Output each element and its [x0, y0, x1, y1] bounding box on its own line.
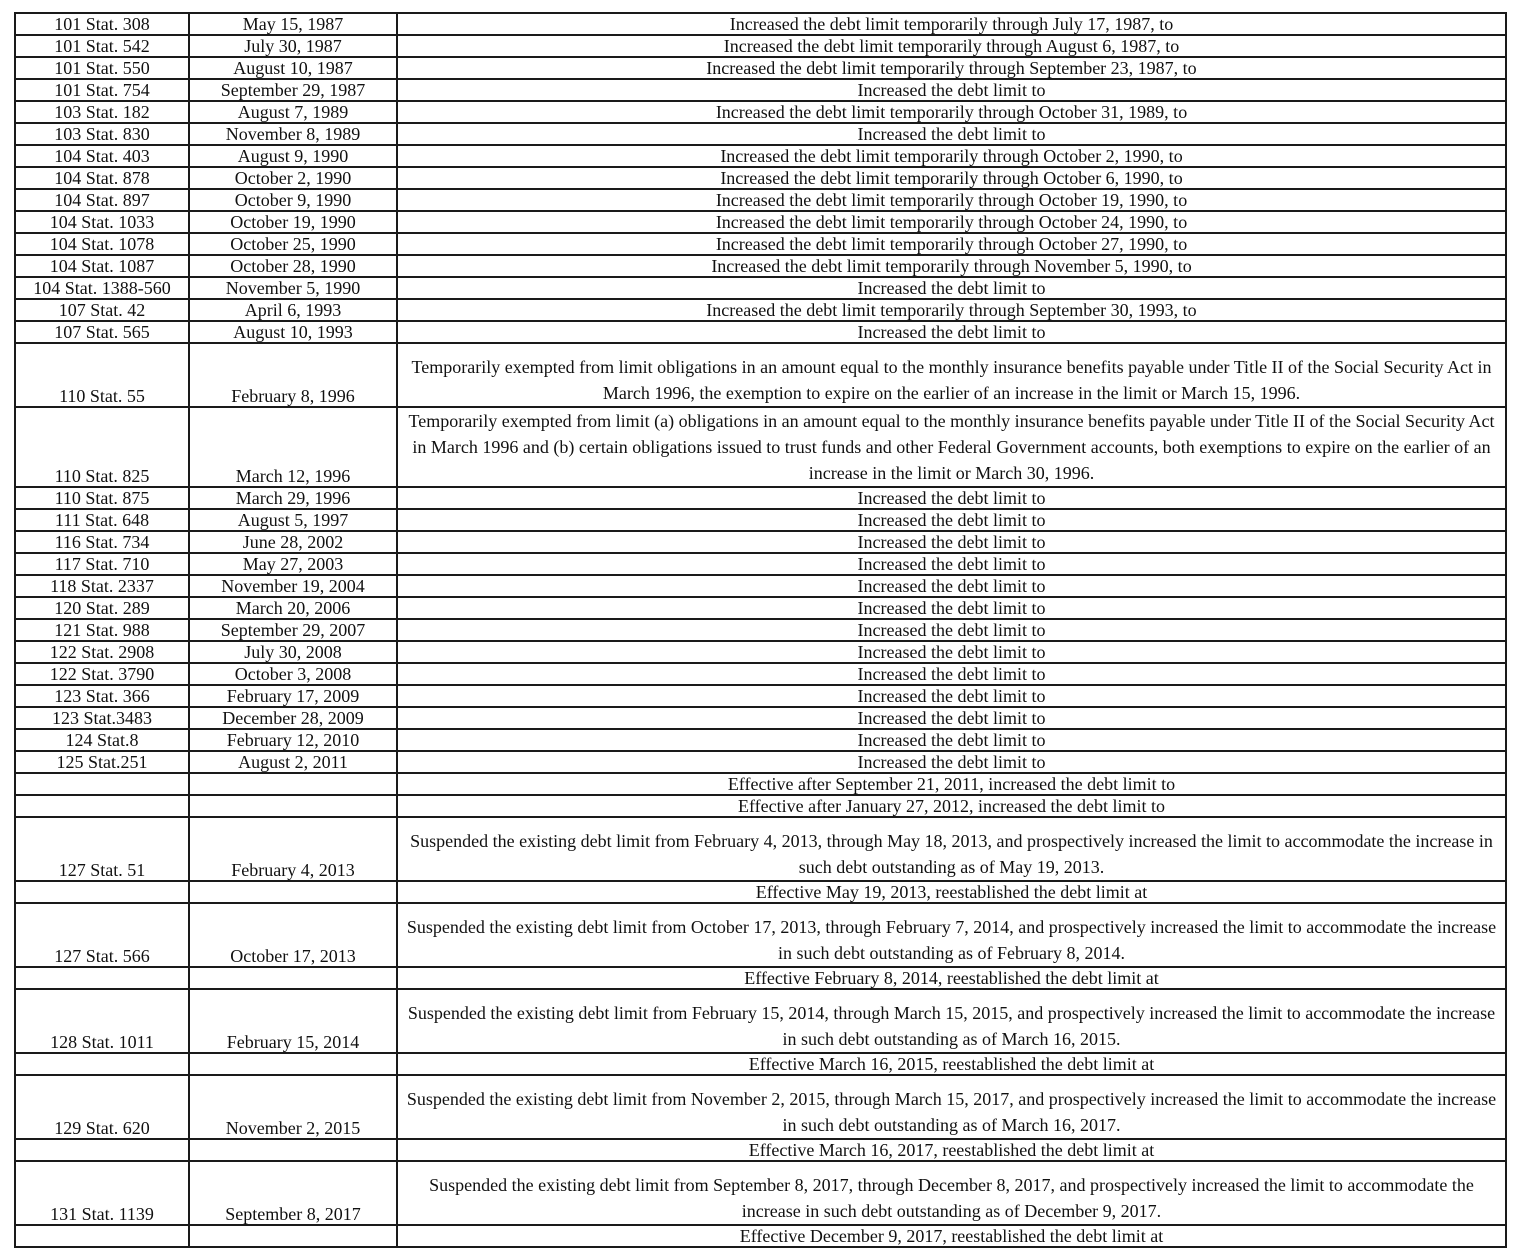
description-cell: Temporarily exempted from limit (a) obligations in an amount equal to the monthly insurance benefits payable under Title II of the Social Security Act in March 1996 and (b) certain obligations issued to trust funds and other Federal Government accounts, both exemptions to expire on the earlier of an increase in the limit or March 30, 1996. [397, 407, 1506, 487]
description-cell: Increased the debt limit to [397, 707, 1506, 729]
table-row [15, 1075, 1506, 1139]
citation-cell: 125 Stat.251 [15, 751, 189, 773]
table-row [15, 123, 1506, 145]
table-row [15, 145, 1506, 167]
table-row [15, 881, 1506, 903]
date-cell: October 2, 1990 [189, 167, 397, 189]
date-cell: May 27, 2003 [189, 553, 397, 575]
table-row [15, 57, 1506, 79]
date-cell: June 28, 2002 [189, 531, 397, 553]
date-cell: November 19, 2004 [189, 575, 397, 597]
table-row [15, 773, 1506, 795]
date-cell [189, 967, 397, 989]
citation-cell: 123 Stat.3483 [15, 707, 189, 729]
citation-cell [15, 773, 189, 795]
date-cell: October 17, 2013 [189, 903, 397, 967]
table-row [15, 729, 1506, 751]
date-cell: February 12, 2010 [189, 729, 397, 751]
citation-cell: 104 Stat. 1078 [15, 233, 189, 255]
citation-cell: 103 Stat. 830 [15, 123, 189, 145]
description-cell: Increased the debt limit temporarily through November 5, 1990, to [397, 255, 1506, 277]
citation-cell: 122 Stat. 2908 [15, 641, 189, 663]
description-cell: Increased the debt limit to [397, 79, 1506, 101]
table-row [15, 707, 1506, 729]
citation-cell [15, 881, 189, 903]
description-cell: Suspended the existing debt limit from September 8, 2017, through December 8, 2017, and prospectively increased the limit to accommodate the increase in such debt outstanding as of December 9, 2017. [397, 1161, 1506, 1225]
table-row [15, 487, 1506, 509]
table-row [15, 407, 1506, 487]
description-cell: Effective December 9, 2017, reestablished the debt limit at [397, 1225, 1506, 1247]
table-row [15, 277, 1506, 299]
date-cell [189, 795, 397, 817]
citation-cell: 123 Stat. 366 [15, 685, 189, 707]
citation-cell: 104 Stat. 1033 [15, 211, 189, 233]
citation-cell [15, 1053, 189, 1075]
date-cell: September 8, 2017 [189, 1161, 397, 1225]
date-cell [189, 1225, 397, 1247]
date-cell [189, 1139, 397, 1161]
citation-cell: 103 Stat. 182 [15, 101, 189, 123]
citation-cell: 104 Stat. 878 [15, 167, 189, 189]
table-row [15, 321, 1506, 343]
date-cell: November 5, 1990 [189, 277, 397, 299]
date-cell: October 25, 1990 [189, 233, 397, 255]
description-cell: Increased the debt limit to [397, 663, 1506, 685]
date-cell: March 12, 1996 [189, 407, 397, 487]
date-cell: September 29, 2007 [189, 619, 397, 641]
debt-limit-table [14, 12, 1507, 1248]
citation-cell: 107 Stat. 565 [15, 321, 189, 343]
date-cell: October 28, 1990 [189, 255, 397, 277]
description-cell: Increased the debt limit to [397, 685, 1506, 707]
table-row [15, 255, 1506, 277]
citation-cell: 127 Stat. 51 [15, 817, 189, 881]
citation-cell: 110 Stat. 55 [15, 343, 189, 407]
citation-cell: 104 Stat. 1087 [15, 255, 189, 277]
citation-cell: 101 Stat. 308 [15, 13, 189, 35]
date-cell: October 3, 2008 [189, 663, 397, 685]
date-cell: August 7, 1989 [189, 101, 397, 123]
description-cell: Effective after September 21, 2011, increased the debt limit to [397, 773, 1506, 795]
date-cell: November 8, 1989 [189, 123, 397, 145]
table-row [15, 685, 1506, 707]
table-row [15, 1053, 1506, 1075]
citation-cell: 128 Stat. 1011 [15, 989, 189, 1053]
description-cell: Increased the debt limit temporarily through September 23, 1987, to [397, 57, 1506, 79]
table-row [15, 299, 1506, 321]
date-cell: March 29, 1996 [189, 487, 397, 509]
date-cell: August 9, 1990 [189, 145, 397, 167]
citation-cell: 110 Stat. 825 [15, 407, 189, 487]
citation-cell: 107 Stat. 42 [15, 299, 189, 321]
date-cell: February 17, 2009 [189, 685, 397, 707]
description-cell: Suspended the existing debt limit from February 4, 2013, through May 18, 2013, and prospectively increased the limit to accommodate the increase in such debt outstanding as of May 19, 2013. [397, 817, 1506, 881]
description-cell: Effective March 16, 2015, reestablished the debt limit at [397, 1053, 1506, 1075]
citation-cell: 118 Stat. 2337 [15, 575, 189, 597]
debt-limit-table-wrapper [14, 12, 1505, 1248]
description-cell: Increased the debt limit to [397, 751, 1506, 773]
table-row [15, 575, 1506, 597]
description-cell: Suspended the existing debt limit from February 15, 2014, through March 15, 2015, and prospectively increased the limit to accommodate the increase in such debt outstanding as of March 16, 2015. [397, 989, 1506, 1053]
date-cell: February 15, 2014 [189, 989, 397, 1053]
description-cell: Increased the debt limit temporarily through September 30, 1993, to [397, 299, 1506, 321]
table-row [15, 531, 1506, 553]
description-cell: Effective March 16, 2017, reestablished the debt limit at [397, 1139, 1506, 1161]
table-row [15, 189, 1506, 211]
citation-cell: 110 Stat. 875 [15, 487, 189, 509]
citation-cell: 101 Stat. 542 [15, 35, 189, 57]
table-row [15, 619, 1506, 641]
table-row [15, 795, 1506, 817]
date-cell: April 6, 1993 [189, 299, 397, 321]
citation-cell: 104 Stat. 403 [15, 145, 189, 167]
description-cell: Increased the debt limit to [397, 321, 1506, 343]
table-row [15, 101, 1506, 123]
description-cell: Effective February 8, 2014, reestablished the debt limit at [397, 967, 1506, 989]
description-cell: Increased the debt limit to [397, 509, 1506, 531]
description-cell: Increased the debt limit temporarily through October 6, 1990, to [397, 167, 1506, 189]
description-cell: Increased the debt limit to [397, 641, 1506, 663]
date-cell: August 10, 1987 [189, 57, 397, 79]
date-cell: February 8, 1996 [189, 343, 397, 407]
date-cell: November 2, 2015 [189, 1075, 397, 1139]
citation-cell: 117 Stat. 710 [15, 553, 189, 575]
citation-cell: 127 Stat. 566 [15, 903, 189, 967]
table-row [15, 1225, 1506, 1247]
citation-cell: 131 Stat. 1139 [15, 1161, 189, 1225]
description-cell: Increased the debt limit temporarily through August 6, 1987, to [397, 35, 1506, 57]
date-cell: August 5, 1997 [189, 509, 397, 531]
table-row [15, 817, 1506, 881]
description-cell: Increased the debt limit temporarily through July 17, 1987, to [397, 13, 1506, 35]
table-row [15, 663, 1506, 685]
table-row [15, 641, 1506, 663]
description-cell: Temporarily exempted from limit obligations in an amount equal to the monthly insurance benefits payable under Title II of the Social Security Act in March 1996, the exemption to expire on the earlier of an increase in the limit or March 15, 1996. [397, 343, 1506, 407]
table-row [15, 597, 1506, 619]
citation-cell [15, 967, 189, 989]
date-cell: October 19, 1990 [189, 211, 397, 233]
citation-cell: 104 Stat. 897 [15, 189, 189, 211]
table-body [15, 13, 1506, 1247]
table-row [15, 79, 1506, 101]
citation-cell: 111 Stat. 648 [15, 509, 189, 531]
description-cell: Increased the debt limit to [397, 619, 1506, 641]
table-row [15, 211, 1506, 233]
date-cell: August 10, 1993 [189, 321, 397, 343]
date-cell: May 15, 1987 [189, 13, 397, 35]
table-row [15, 1161, 1506, 1225]
date-cell: February 4, 2013 [189, 817, 397, 881]
description-cell: Increased the debt limit temporarily through October 31, 1989, to [397, 101, 1506, 123]
table-row [15, 751, 1506, 773]
table-row [15, 553, 1506, 575]
description-cell: Increased the debt limit temporarily through October 27, 1990, to [397, 233, 1506, 255]
date-cell: December 28, 2009 [189, 707, 397, 729]
table-row [15, 989, 1506, 1053]
citation-cell: 120 Stat. 289 [15, 597, 189, 619]
citation-cell: 124 Stat.8 [15, 729, 189, 751]
description-cell: Increased the debt limit to [397, 487, 1506, 509]
date-cell: September 29, 1987 [189, 79, 397, 101]
description-cell: Increased the debt limit to [397, 277, 1506, 299]
citation-cell: 121 Stat. 988 [15, 619, 189, 641]
description-cell: Increased the debt limit to [397, 597, 1506, 619]
table-row [15, 167, 1506, 189]
description-cell: Increased the debt limit to [397, 553, 1506, 575]
description-cell: Increased the debt limit temporarily through October 2, 1990, to [397, 145, 1506, 167]
citation-cell: 101 Stat. 550 [15, 57, 189, 79]
date-cell: March 20, 2006 [189, 597, 397, 619]
date-cell [189, 881, 397, 903]
date-cell: August 2, 2011 [189, 751, 397, 773]
table-row [15, 509, 1506, 531]
citation-cell [15, 795, 189, 817]
citation-cell [15, 1139, 189, 1161]
date-cell [189, 1053, 397, 1075]
table-row [15, 343, 1506, 407]
table-row [15, 233, 1506, 255]
description-cell: Increased the debt limit to [397, 531, 1506, 553]
description-cell: Increased the debt limit temporarily through October 19, 1990, to [397, 189, 1506, 211]
date-cell: July 30, 2008 [189, 641, 397, 663]
date-cell: October 9, 1990 [189, 189, 397, 211]
description-cell: Effective after January 27, 2012, increased the debt limit to [397, 795, 1506, 817]
date-cell [189, 773, 397, 795]
citation-cell: 129 Stat. 620 [15, 1075, 189, 1139]
citation-cell: 122 Stat. 3790 [15, 663, 189, 685]
table-row [15, 1139, 1506, 1161]
table-row [15, 13, 1506, 35]
description-cell: Increased the debt limit to [397, 729, 1506, 751]
description-cell: Increased the debt limit to [397, 123, 1506, 145]
citation-cell: 104 Stat. 1388-560 [15, 277, 189, 299]
date-cell: July 30, 1987 [189, 35, 397, 57]
citation-cell [15, 1225, 189, 1247]
citation-cell: 101 Stat. 754 [15, 79, 189, 101]
table-row [15, 967, 1506, 989]
description-cell: Increased the debt limit to [397, 575, 1506, 597]
description-cell: Suspended the existing debt limit from November 2, 2015, through March 15, 2017, and prospectively increased the limit to accommodate the increase in such debt outstanding as of March 16, 2017. [397, 1075, 1506, 1139]
table-row [15, 35, 1506, 57]
table-row [15, 903, 1506, 967]
citation-cell: 116 Stat. 734 [15, 531, 189, 553]
description-cell: Suspended the existing debt limit from October 17, 2013, through February 7, 2014, and prospectively increased the limit to accommodate the increase in such debt outstanding as of February 8, 2014. [397, 903, 1506, 967]
description-cell: Increased the debt limit temporarily through October 24, 1990, to [397, 211, 1506, 233]
description-cell: Effective May 19, 2013, reestablished the debt limit at [397, 881, 1506, 903]
